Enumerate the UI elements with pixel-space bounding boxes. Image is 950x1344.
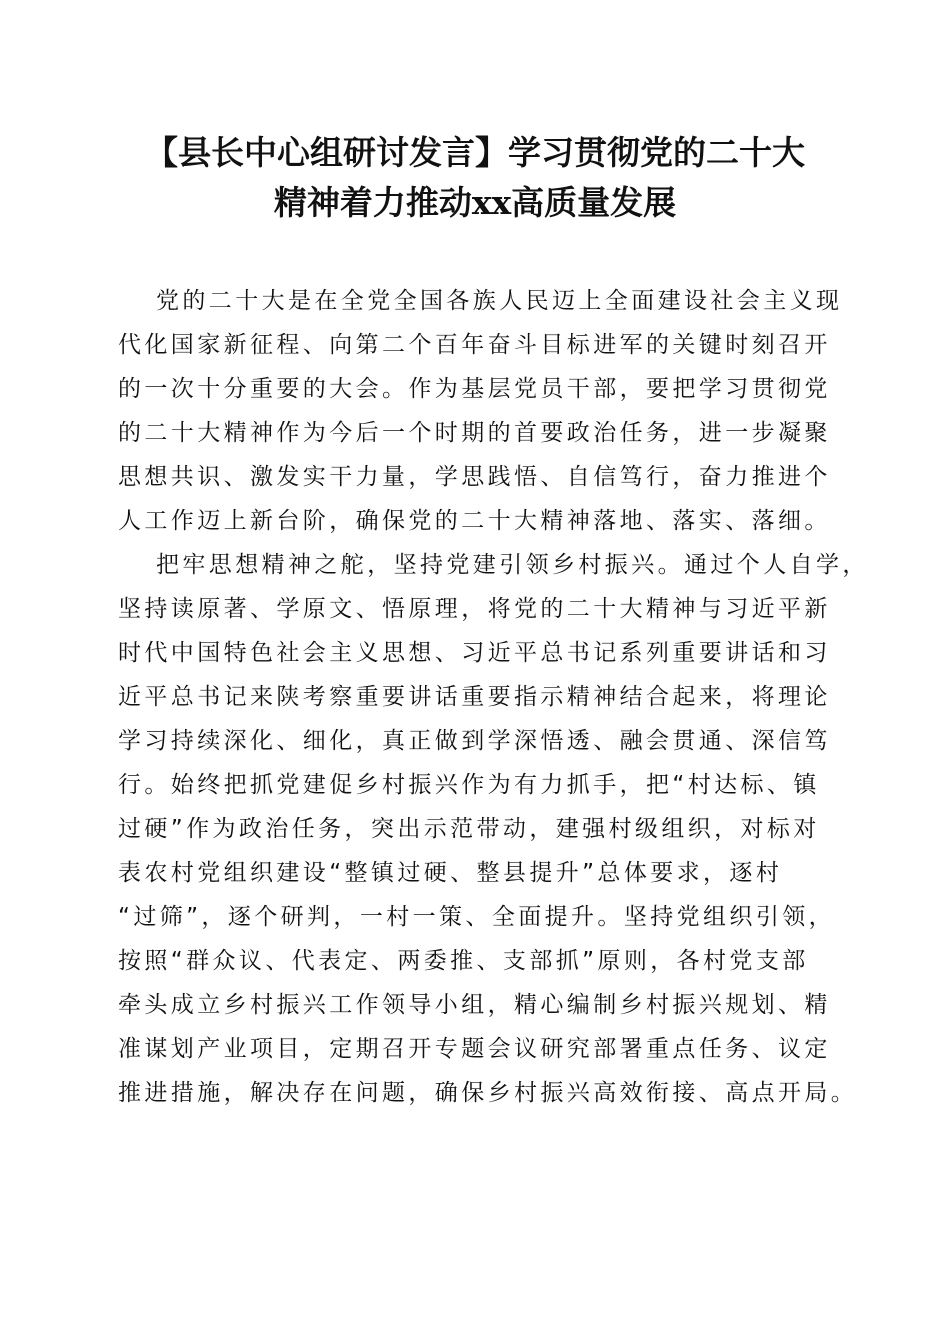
paragraph-line: 牵头成立乡村振兴工作领导小组，精心编制乡村振兴规划、精 <box>118 992 831 1018</box>
paragraph-2 <box>118 543 869 1115</box>
paragraph-line: 党的二十大是在全党全国各族人民迈上全面建设社会主义现 <box>156 288 843 314</box>
title-line-1: 【县长中心组研讨发言】学习贯彻党的二十大 <box>145 133 805 172</box>
paragraph-line: 坚持读原著、学原文、悟原理，将党的二十大精神与习近平新 <box>118 596 831 622</box>
document-title <box>100 128 850 228</box>
paragraph-line: “过筛”，逐个研判，一村一策、全面提升。坚持党组织引领， <box>118 904 836 930</box>
paragraph-line: 把牢思想精神之舵，坚持党建引领乡村振兴。通过个人自学， <box>156 552 869 578</box>
paragraph-line: 准谋划产业项目，定期召开专题会议研究部署重点任务、议定 <box>118 1036 831 1062</box>
paragraph-line: 推进措施，解决存在问题，确保乡村振兴高效衔接、高点开局。 <box>118 1080 858 1106</box>
paragraph-line: 学习持续深化、细化，真正做到学深悟透、融会贯通、深信笃 <box>118 728 831 754</box>
paragraph-line: 的一次十分重要的大会。作为基层党员干部，要把学习贯彻党 <box>118 376 831 402</box>
title-line-2: 精神着力推动xx高质量发展 <box>273 183 677 222</box>
paragraph-1 <box>118 279 843 543</box>
paragraph-line: 表农村党组织建设“整镇过硬、整县提升”总体要求，逐村 <box>118 860 783 886</box>
paragraph-line: 行。始终把抓党建促乡村振兴作为有力抓手，把“村达标、镇 <box>118 772 820 798</box>
paragraph-line: 思想共识、激发实干力量，学思践悟、自信笃行，奋力推进个 <box>118 464 831 490</box>
paragraph-line: 的二十大精神作为今后一个时期的首要政治任务，进一步凝聚 <box>118 420 831 446</box>
document-body <box>118 279 869 1115</box>
paragraph-line: 近平总书记来陕考察重要讲话重要指示精神结合起来，将理论 <box>118 684 831 710</box>
paragraph-line: 时代中国特色社会主义思想、习近平总书记系列重要讲话和习 <box>118 640 831 666</box>
paragraph-line: 按照“群众议、代表定、两委推、支部抓”原则，各村党支部 <box>118 948 809 974</box>
paragraph-line: 人工作迈上新台阶，确保党的二十大精神落地、落实、落细。 <box>118 508 831 534</box>
paragraph-line: 过硬”作为政治任务，突出示范带动，建强村级组织，对标对 <box>118 816 820 842</box>
paragraph-line: 代化国家新征程、向第二个百年奋斗目标进军的关键时刻召开 <box>118 332 831 358</box>
